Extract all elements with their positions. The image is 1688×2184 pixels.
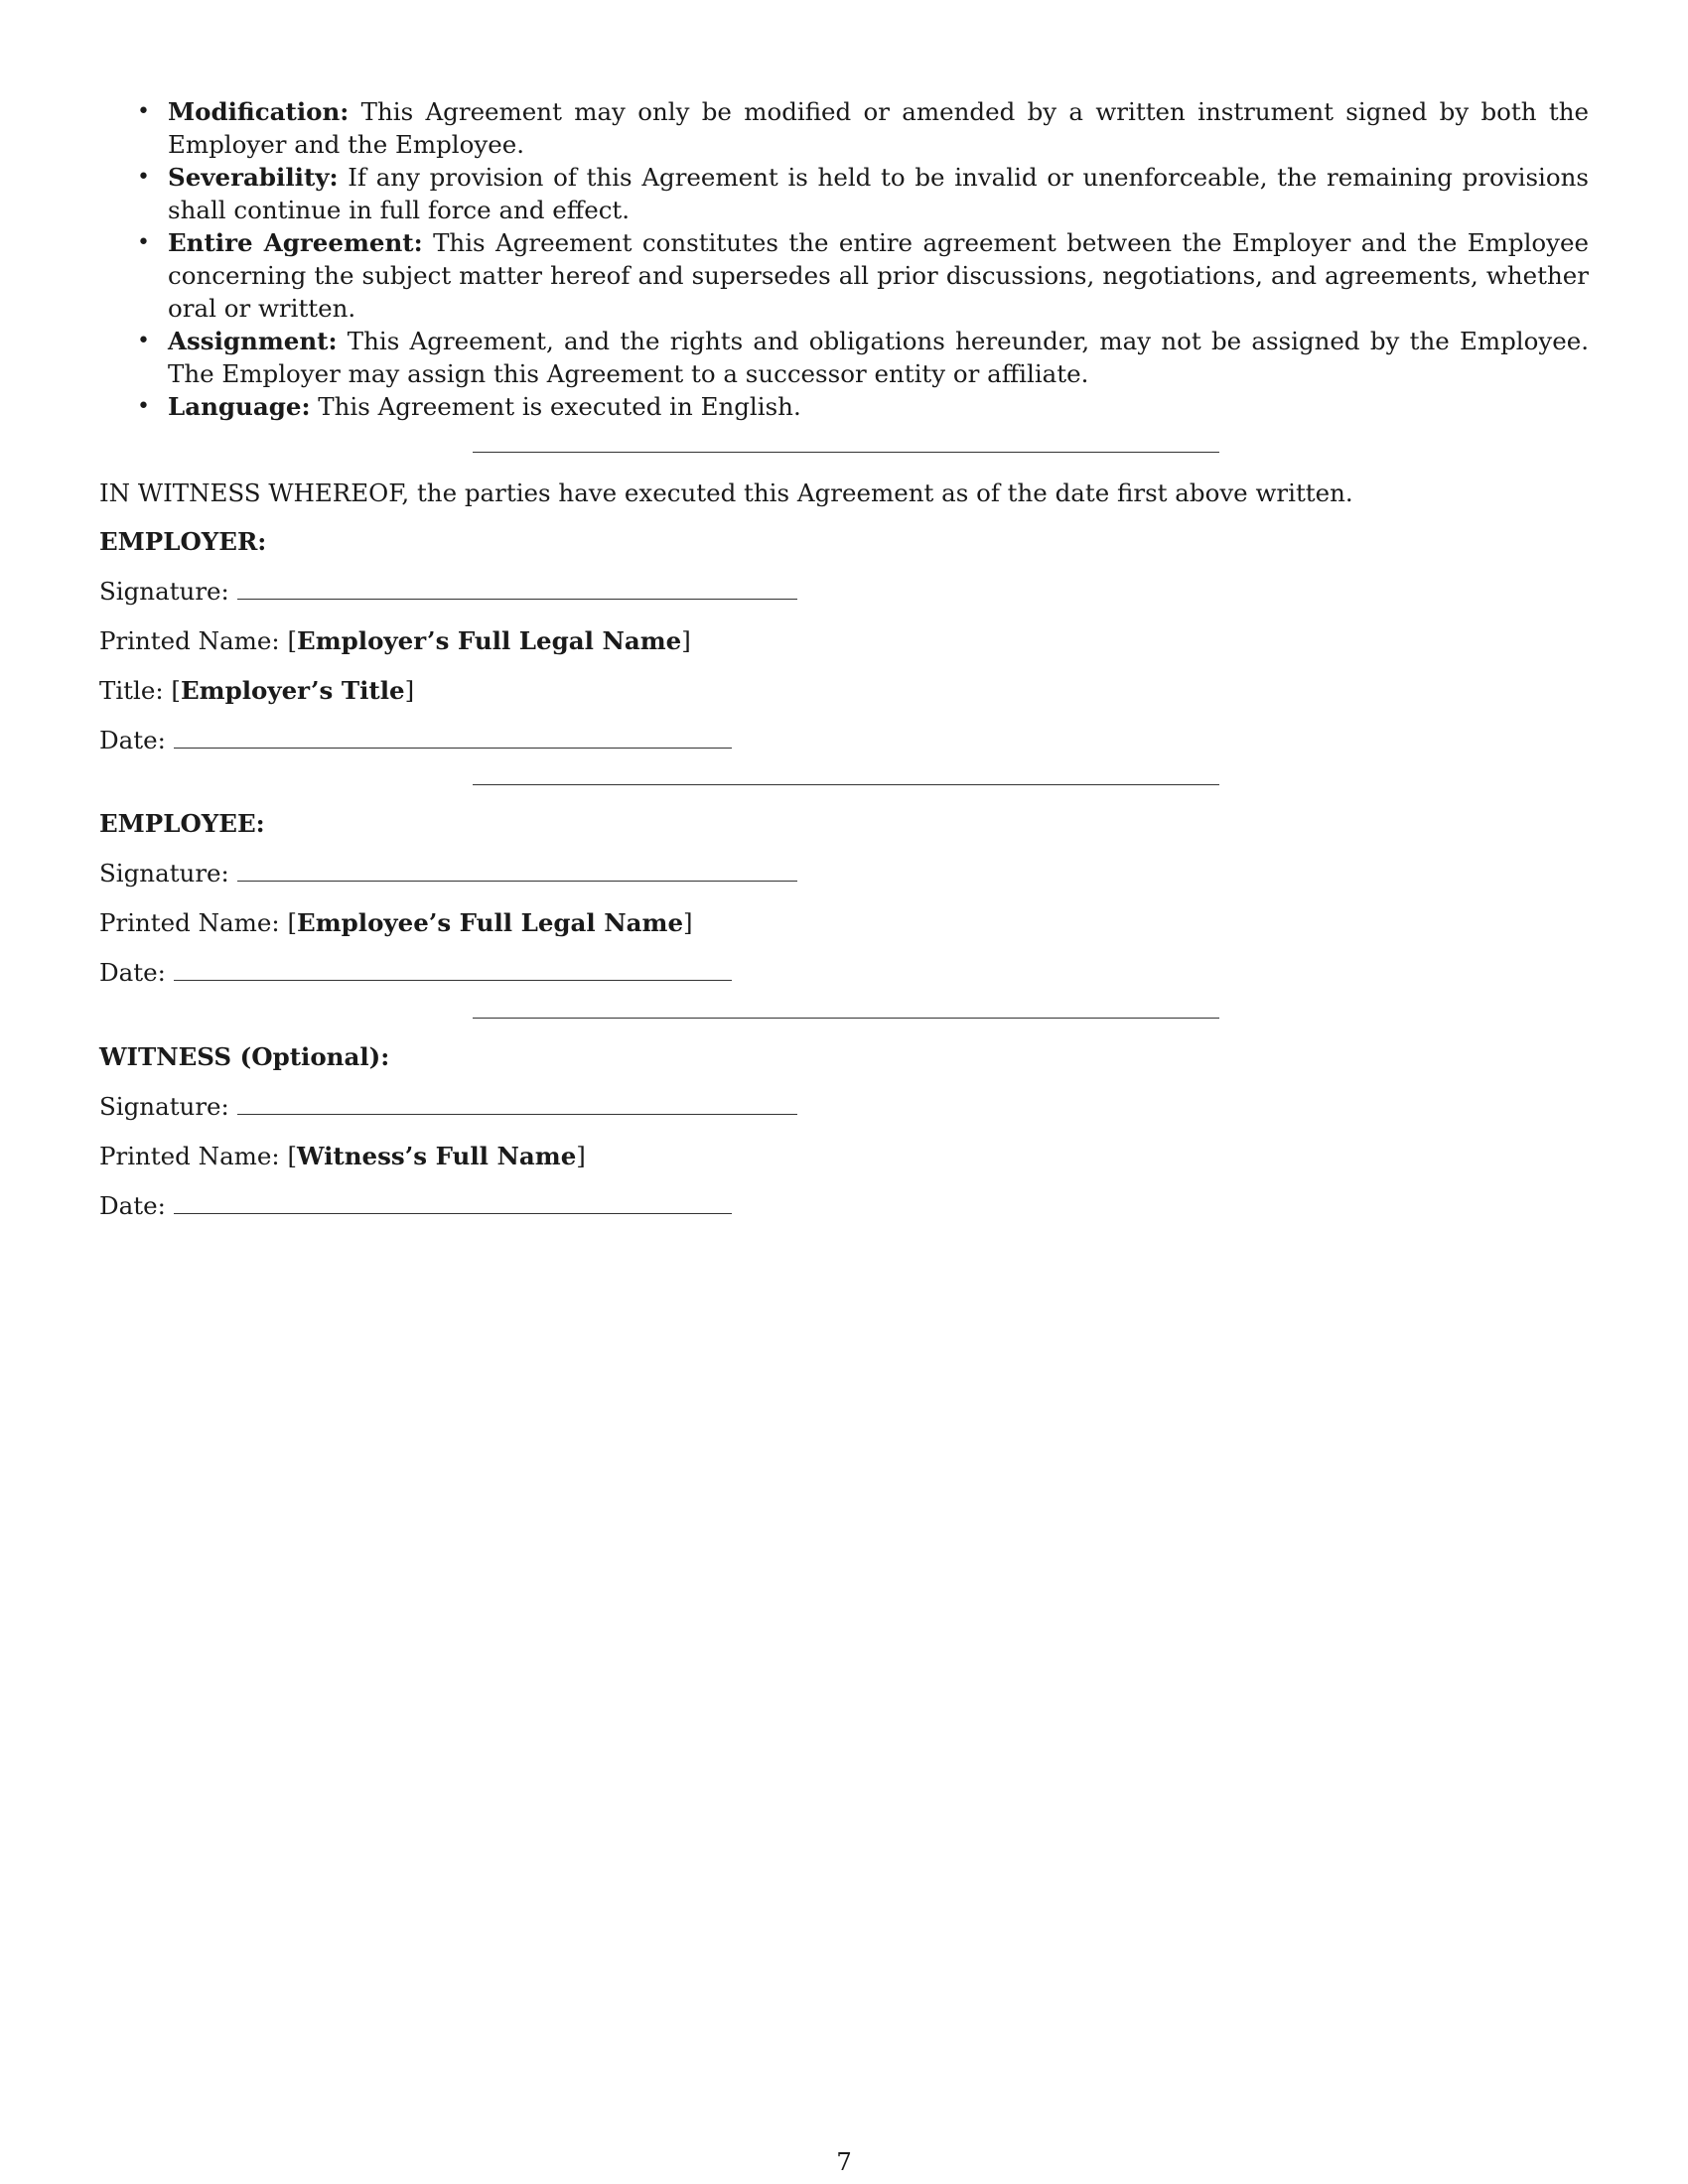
employee-printed-name-field	[99, 906, 1589, 939]
section-divider	[473, 1018, 1219, 1019]
date-label: Date:	[99, 1191, 166, 1220]
date-label: Date:	[99, 958, 166, 987]
clause-severability	[99, 161, 1589, 226]
signature-label: Signature:	[99, 859, 229, 887]
clause-text: If any provision of this Agreement is held to be invalid or unenforceable, the remaining provisions shall continue in full force and effect.	[168, 163, 1589, 224]
witness-date-line[interactable]	[174, 1195, 732, 1214]
section-divider	[473, 784, 1219, 785]
witness-date-field	[99, 1189, 1589, 1222]
employee-heading: EMPLOYEE:	[99, 809, 265, 838]
signature-label: Signature:	[99, 577, 229, 606]
clause-text: This Agreement, and the rights and obligations hereunder, may not be assigned by the Employee. The Employer may assign this Agreement to a successor entity or affiliate.	[168, 327, 1589, 388]
clause-entire-agreement	[99, 226, 1589, 325]
clause-text: This Agreement may only be modified or amended by a written instrument signed by both the Employer and the Employee.	[168, 97, 1589, 159]
clause-term: Severability:	[168, 163, 339, 192]
bullet-icon: •	[137, 165, 150, 190]
bullet-icon: •	[137, 394, 150, 419]
bullet-icon: •	[137, 329, 150, 353]
clause-term: Entire Agreement:	[168, 228, 423, 257]
signature-label: Signature:	[99, 1092, 229, 1121]
clause-term: Assignment:	[168, 327, 338, 355]
witness-whereof-clause: IN WITNESS WHEREOF, the parties have executed this Agreement as of the date first above written.	[99, 478, 1353, 507]
printed-name-label: Printed Name:	[99, 626, 280, 655]
clause-modification	[99, 95, 1589, 161]
title-value: [Employer’s Title]	[171, 676, 415, 705]
employer-title-field	[99, 674, 1589, 707]
bullet-icon: •	[137, 99, 150, 124]
printed-name-value: [Witness’s Full Name]	[287, 1142, 586, 1170]
clause-term: Language:	[168, 392, 311, 421]
witness-printed-name-field	[99, 1140, 1589, 1172]
employer-date-line[interactable]	[174, 730, 732, 749]
clause-text: This Agreement constitutes the entire agreement between the Employer and the Employee concerning the subject matter hereof and supersedes all prior discussions, negotiations, and agreements, whether oral or written.	[168, 228, 1590, 323]
employee-date-line[interactable]	[174, 962, 732, 981]
clause-term: Modification:	[168, 97, 350, 126]
witness-signature-field	[99, 1090, 1589, 1123]
section-divider	[473, 452, 1219, 453]
employee-signature-line[interactable]	[237, 863, 797, 882]
printed-name-label: Printed Name:	[99, 908, 280, 937]
page-number: 7	[836, 2147, 852, 2176]
clause-assignment	[99, 325, 1589, 390]
clause-text: This Agreement is executed in English.	[318, 392, 801, 421]
employer-heading: EMPLOYER:	[99, 527, 267, 556]
clause-list	[99, 95, 1589, 423]
printed-name-value: [Employee’s Full Legal Name]	[287, 908, 693, 937]
employee-signature-field	[99, 857, 1589, 889]
printed-name-value: [Employer’s Full Legal Name]	[287, 626, 691, 655]
employer-signature-field	[99, 575, 1589, 608]
employer-printed-name-field	[99, 624, 1589, 657]
bullet-icon: •	[137, 230, 150, 255]
clause-language	[99, 390, 1589, 423]
witness-heading: WITNESS (Optional):	[99, 1042, 390, 1071]
employee-date-field	[99, 956, 1589, 989]
witness-signature-line[interactable]	[237, 1096, 797, 1115]
employer-date-field	[99, 724, 1589, 756]
date-label: Date:	[99, 726, 166, 754]
title-label: Title:	[99, 676, 164, 705]
employer-signature-line[interactable]	[237, 581, 797, 600]
document-page	[99, 95, 1589, 1222]
printed-name-label: Printed Name:	[99, 1142, 280, 1170]
